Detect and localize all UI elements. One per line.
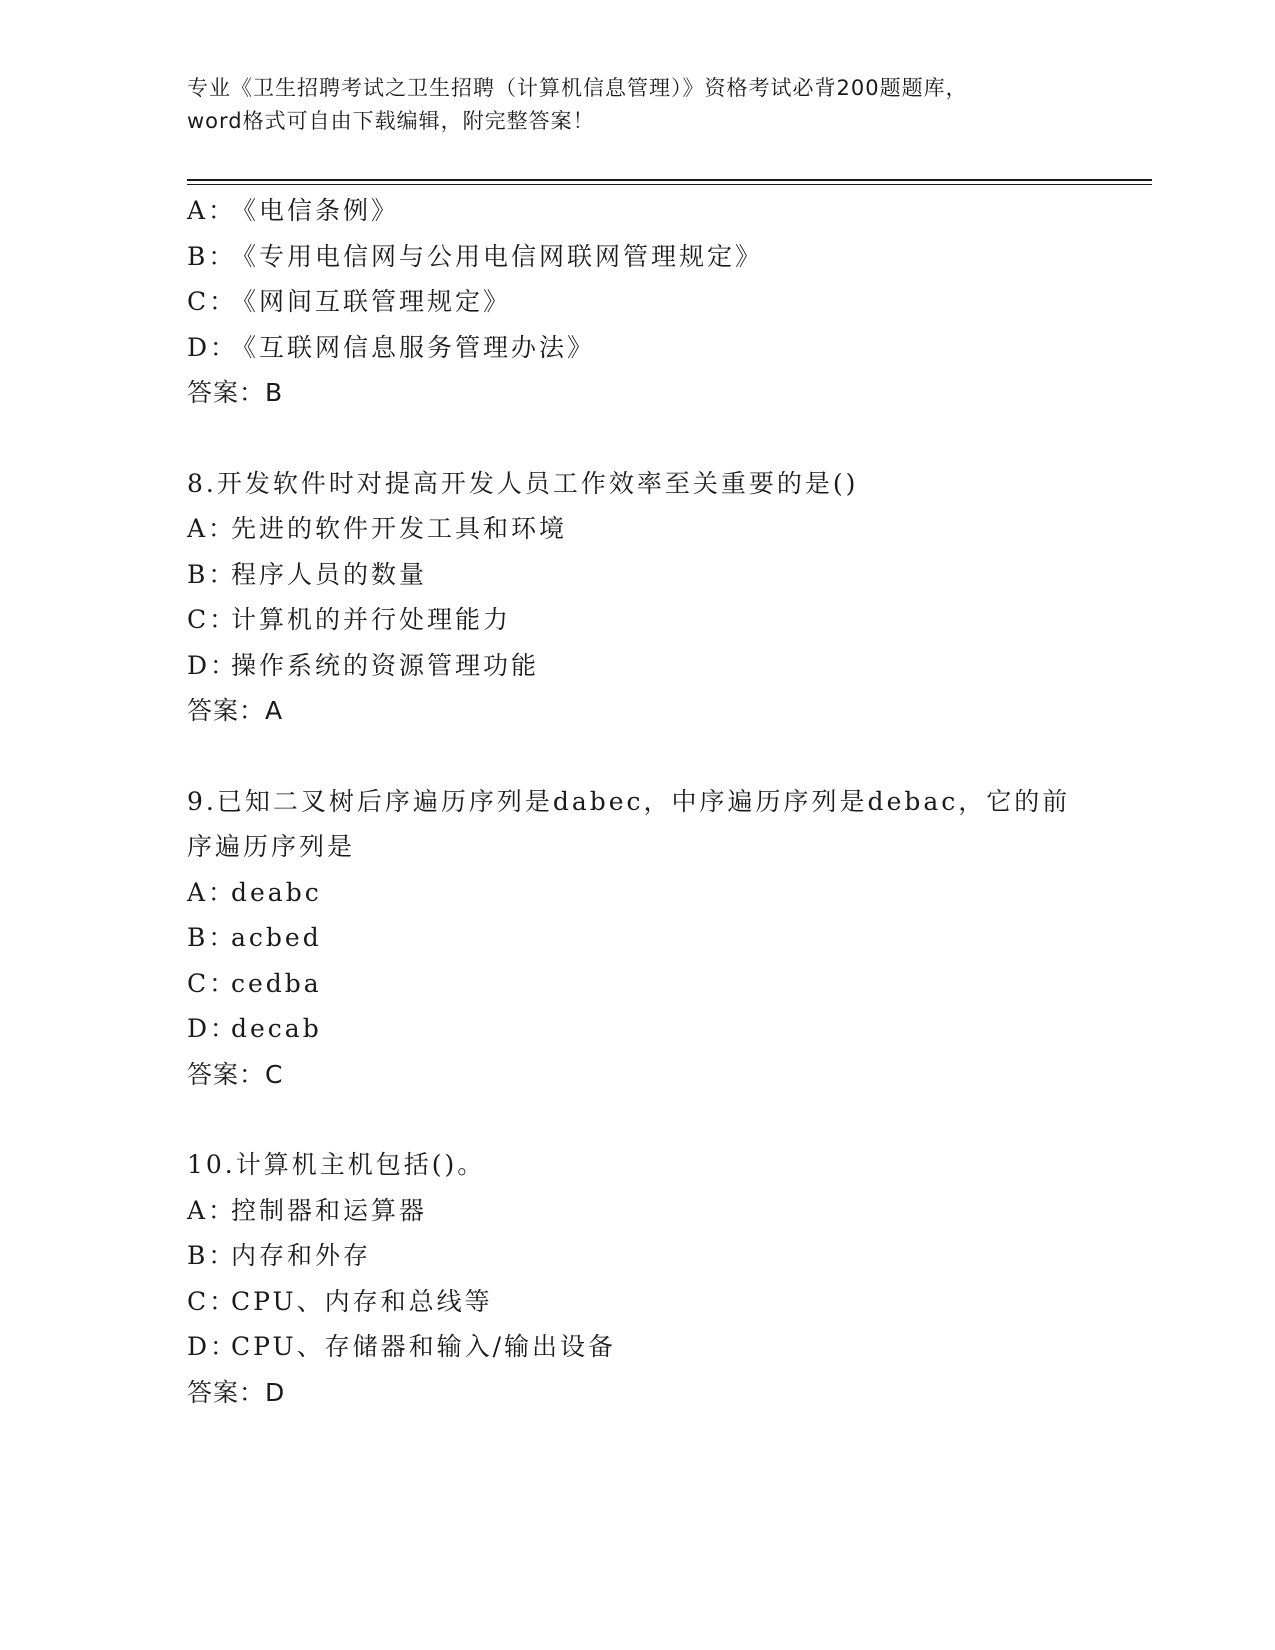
question-text-line-2: 序遍历序列是 (187, 832, 356, 861)
question-text: 10.计算机主机包括()。 (187, 1150, 486, 1179)
option-b: B：《专用电信网与公用电信网联网管理规定》 (187, 241, 764, 271)
answer-label: 答案：C (187, 1059, 284, 1089)
option-a: A：控制器和运算器 (187, 1195, 428, 1225)
document-header (187, 72, 1087, 138)
option-a: A：先进的软件开发工具和环境 (187, 514, 568, 543)
option-a: A：deabc (187, 877, 322, 907)
option-b: B：acbed (187, 923, 322, 952)
spacer (187, 416, 1087, 461)
answer-label: 答案：B (187, 378, 284, 407)
option-d: D：《互联网信息服务管理办法》 (187, 332, 596, 362)
question-9 (187, 779, 1087, 1098)
question-text-line-1: 9.已知二叉树后序遍历序列是dabec，中序遍历序列是debac，它的前 (187, 786, 1071, 816)
option-d: D：decab (187, 1014, 322, 1043)
question-10 (187, 1142, 1087, 1415)
question-7 (187, 188, 1087, 416)
question-8 (187, 461, 1087, 734)
option-c: C：cedba (187, 968, 322, 998)
option-a: A：《电信条例》 (187, 196, 400, 225)
answer-label: 答案：A (187, 696, 284, 725)
option-c: C：CPU、内存和总线等 (187, 1286, 493, 1316)
header-divider-thick (187, 179, 1152, 181)
option-b: B：程序人员的数量 (187, 559, 428, 589)
spacer (187, 1097, 1087, 1142)
option-d: D：操作系统的资源管理功能 (187, 650, 540, 680)
answer-label: 答案：D (187, 1377, 286, 1407)
option-b: B：内存和外存 (187, 1241, 372, 1270)
question-list (187, 188, 1087, 1415)
header-line-2: word格式可自由下载编辑，附完整答案！ (187, 109, 595, 133)
option-c: C：计算机的并行处理能力 (187, 605, 512, 634)
header-divider-thin (187, 184, 1152, 185)
header-line-1: 专业《卫生招聘考试之卫生招聘（计算机信息管理）》资格考试必背200题题库， (187, 76, 968, 100)
option-c: C：《网间互联管理规定》 (187, 287, 512, 316)
spacer (187, 734, 1087, 779)
question-text: 8.开发软件时对提高开发人员工作效率至关重要的是() (187, 468, 859, 498)
option-d: D：CPU、存储器和输入/输出设备 (187, 1332, 617, 1361)
